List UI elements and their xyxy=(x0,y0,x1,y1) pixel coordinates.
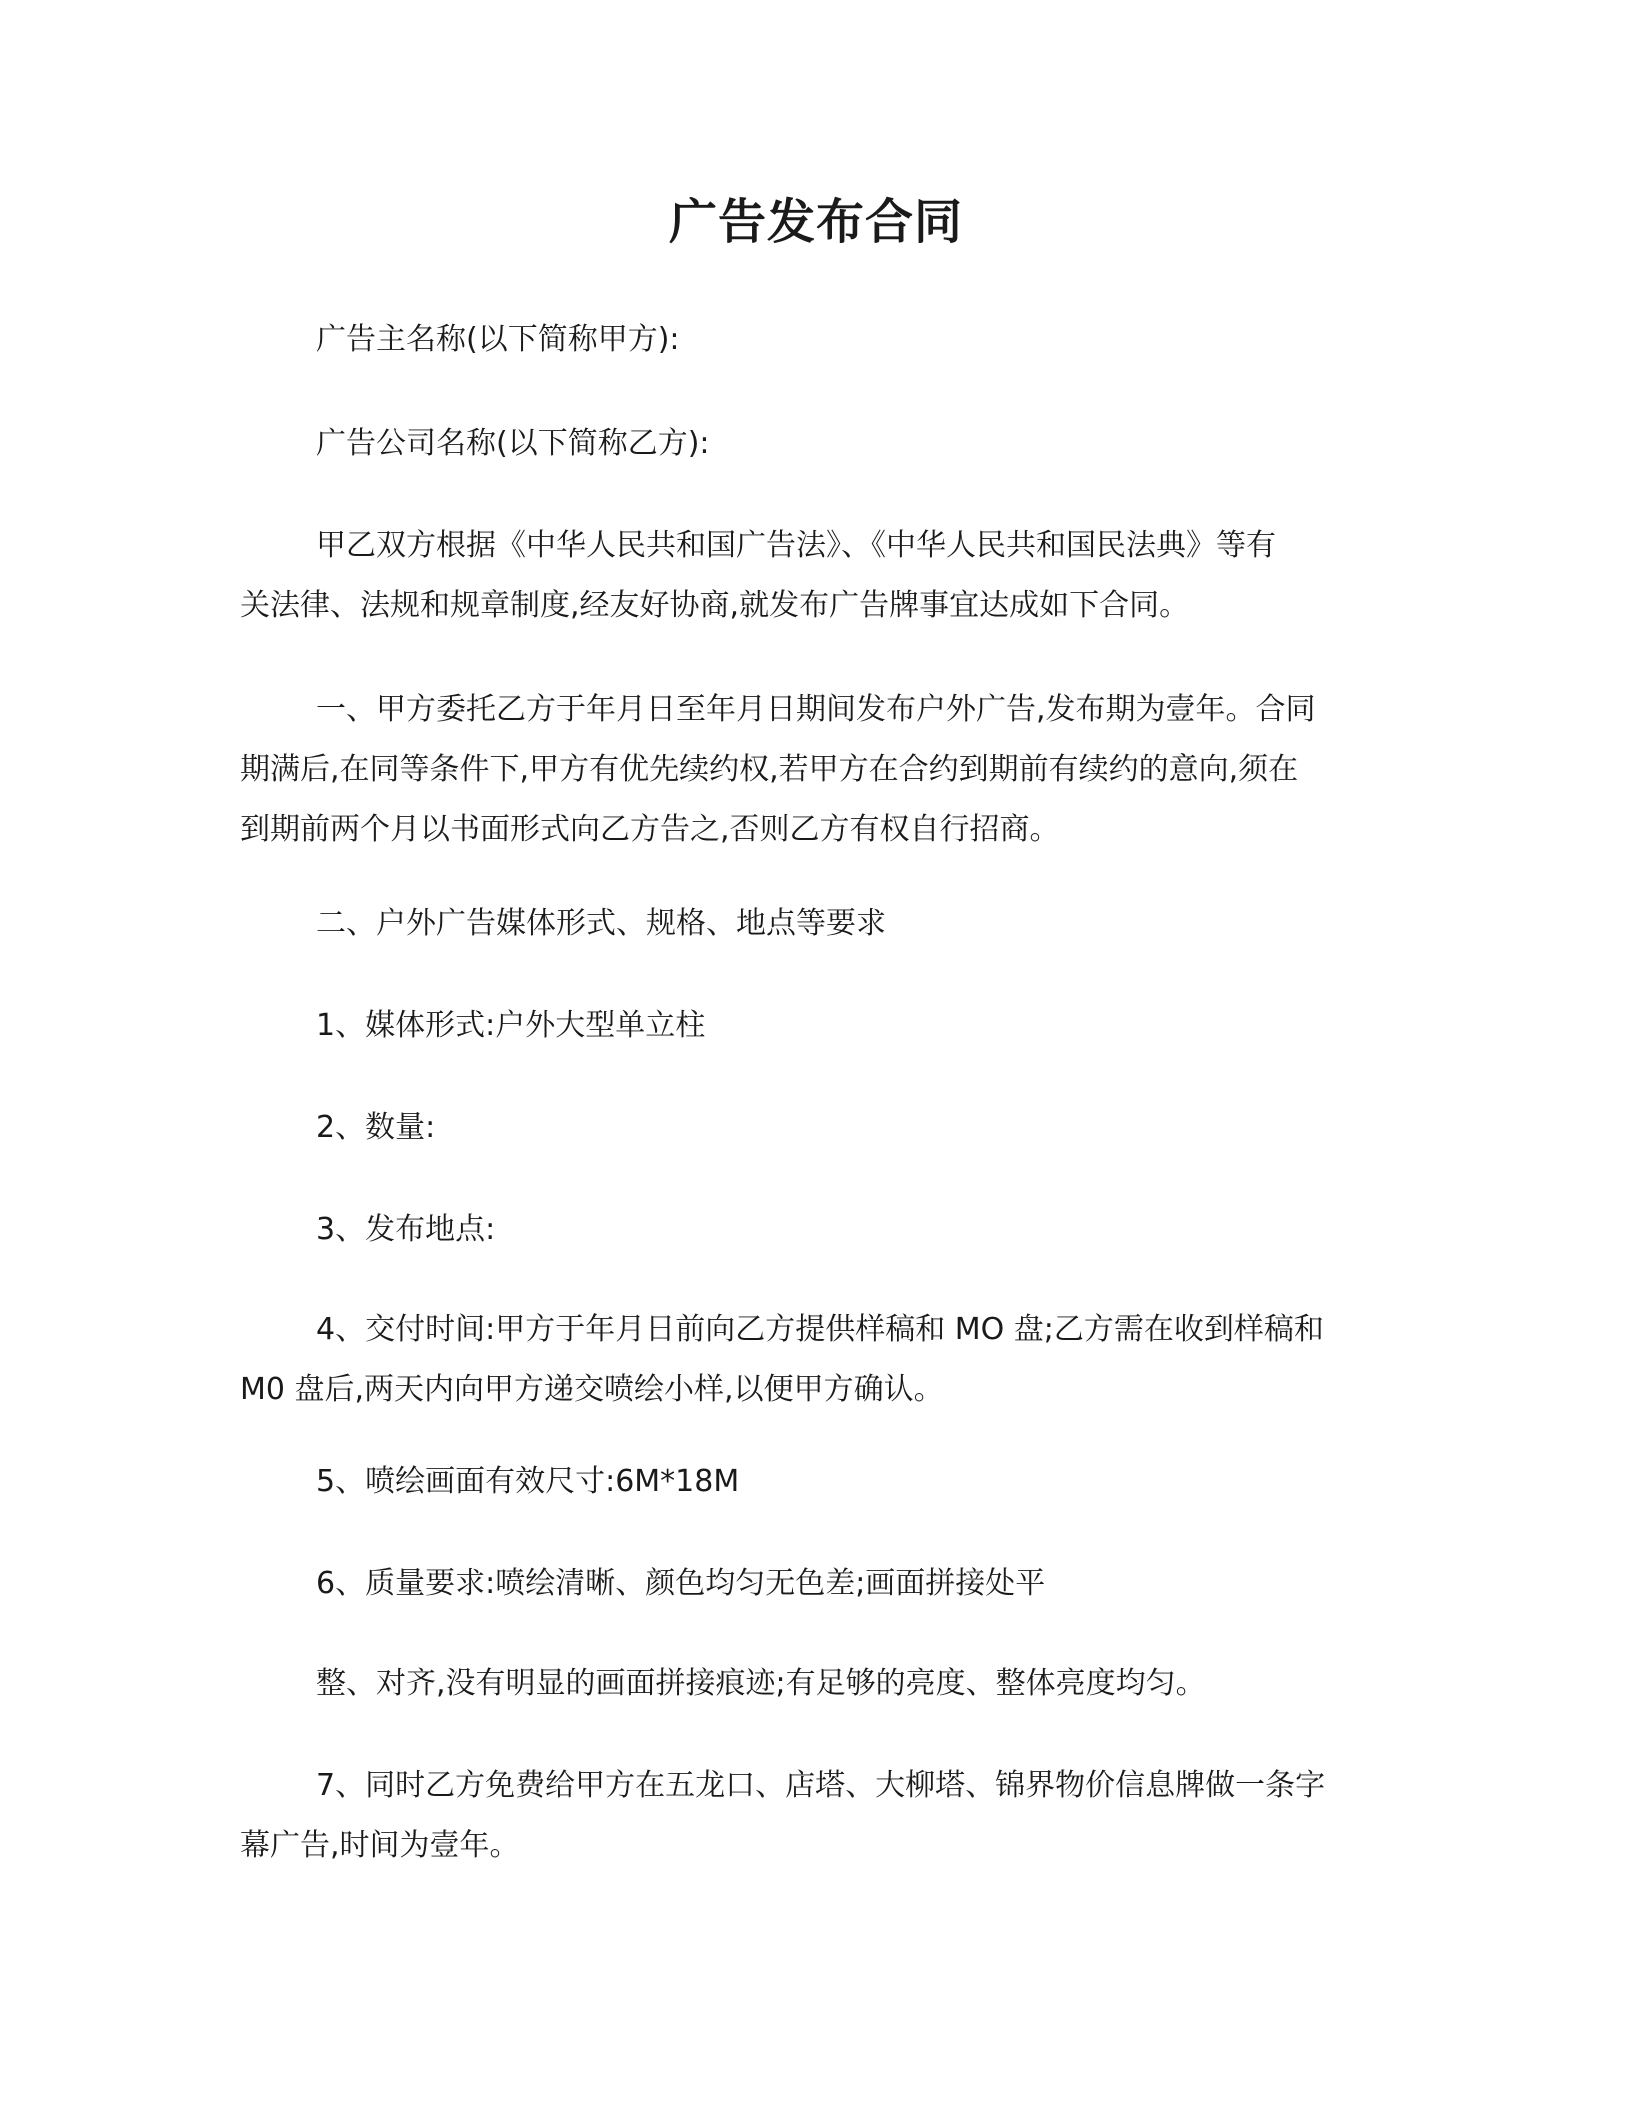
clause-1-line-1: 一、甲方委托乙方于年月日至年月日期间发布户外广告,发布期为壹年。合同 xyxy=(316,692,1316,727)
item-6: 6、质量要求:喷绘清晰、颜色均匀无色差;画面拼接处平 xyxy=(316,1566,1046,1601)
item-4-line-2: M0 盘后,两天内向甲方递交喷绘小样,以便甲方确认。 xyxy=(240,1372,944,1407)
item-1: 1、媒体形式:户外大型单立柱 xyxy=(316,1008,706,1043)
item-4-paragraph xyxy=(240,1300,1390,1420)
preamble-paragraph xyxy=(240,516,1390,636)
preamble-line-1: 甲乙双方根据《中华人民共和国广告法》、《中华人民共和国民法典》等有 xyxy=(316,528,1276,563)
clause-1-line-3: 到期前两个月以书面形式向乙方告之,否则乙方有权自行招商。 xyxy=(240,812,1060,847)
preamble-line-2: 关法律、法规和规章制度,经友好协商,就发布广告牌事宜达成如下合同。 xyxy=(240,588,1190,623)
item-3: 3、发布地点: xyxy=(316,1212,496,1247)
clause-1-paragraph xyxy=(240,680,1390,860)
item-5: 5、喷绘画面有效尺寸:6M*18M xyxy=(316,1464,740,1499)
clause-1-line-2: 期满后,在同等条件下,甲方有优先续约权,若甲方在合约到期前有续约的意向,须在 xyxy=(240,752,1299,787)
clause-2-heading: 二、户外广告媒体形式、规格、地点等要求 xyxy=(316,906,886,941)
item-7-line-1: 7、同时乙方免费给甲方在五龙口、店塔、大柳塔、锦界物价信息牌做一条字 xyxy=(316,1768,1326,1803)
document-title: 广告发布合同 xyxy=(668,194,963,250)
party-a-line: 广告主名称(以下简称甲方): xyxy=(316,322,680,357)
party-b-line: 广告公司名称(以下简称乙方): xyxy=(316,426,710,461)
item-2: 2、数量: xyxy=(316,1110,436,1145)
item-7-line-2: 幕广告,时间为壹年。 xyxy=(240,1828,520,1863)
item-6-continuation: 整、对齐,没有明显的画面拼接痕迹;有足够的亮度、整体亮度均匀。 xyxy=(316,1666,1206,1701)
item-7-paragraph xyxy=(240,1756,1390,1876)
item-4-line-1: 4、交付时间:甲方于年月日前向乙方提供样稿和 MO 盘;乙方需在收到样稿和 xyxy=(316,1312,1324,1347)
